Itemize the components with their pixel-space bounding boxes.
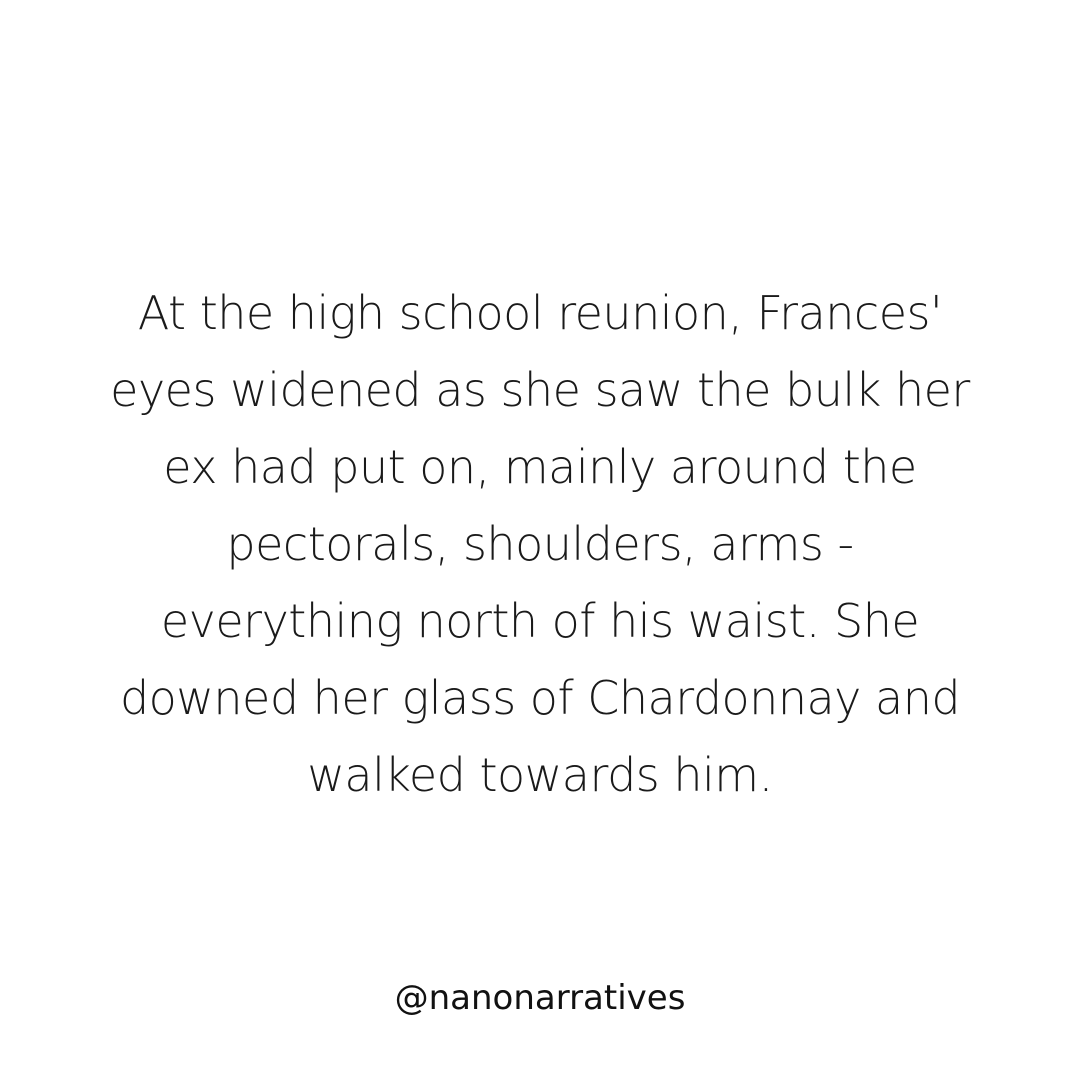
story-text	[40, 275, 1040, 814]
story-line-2: eyes widened as she saw the bulk her	[110, 363, 970, 417]
story-line-6: downed her glass of Chardonnay and	[119, 671, 961, 725]
author-handle: @nanonarratives	[394, 978, 686, 1018]
story-line-7: walked towards him.	[307, 748, 773, 802]
story-line-4: pectorals, shoulders, arms -	[226, 517, 854, 571]
story-line-5: everything north of his waist. She	[160, 594, 920, 648]
story-line-1: At the high school reunion, Frances'	[137, 286, 943, 340]
story-line-3: ex had put on, mainly around the	[163, 440, 917, 494]
